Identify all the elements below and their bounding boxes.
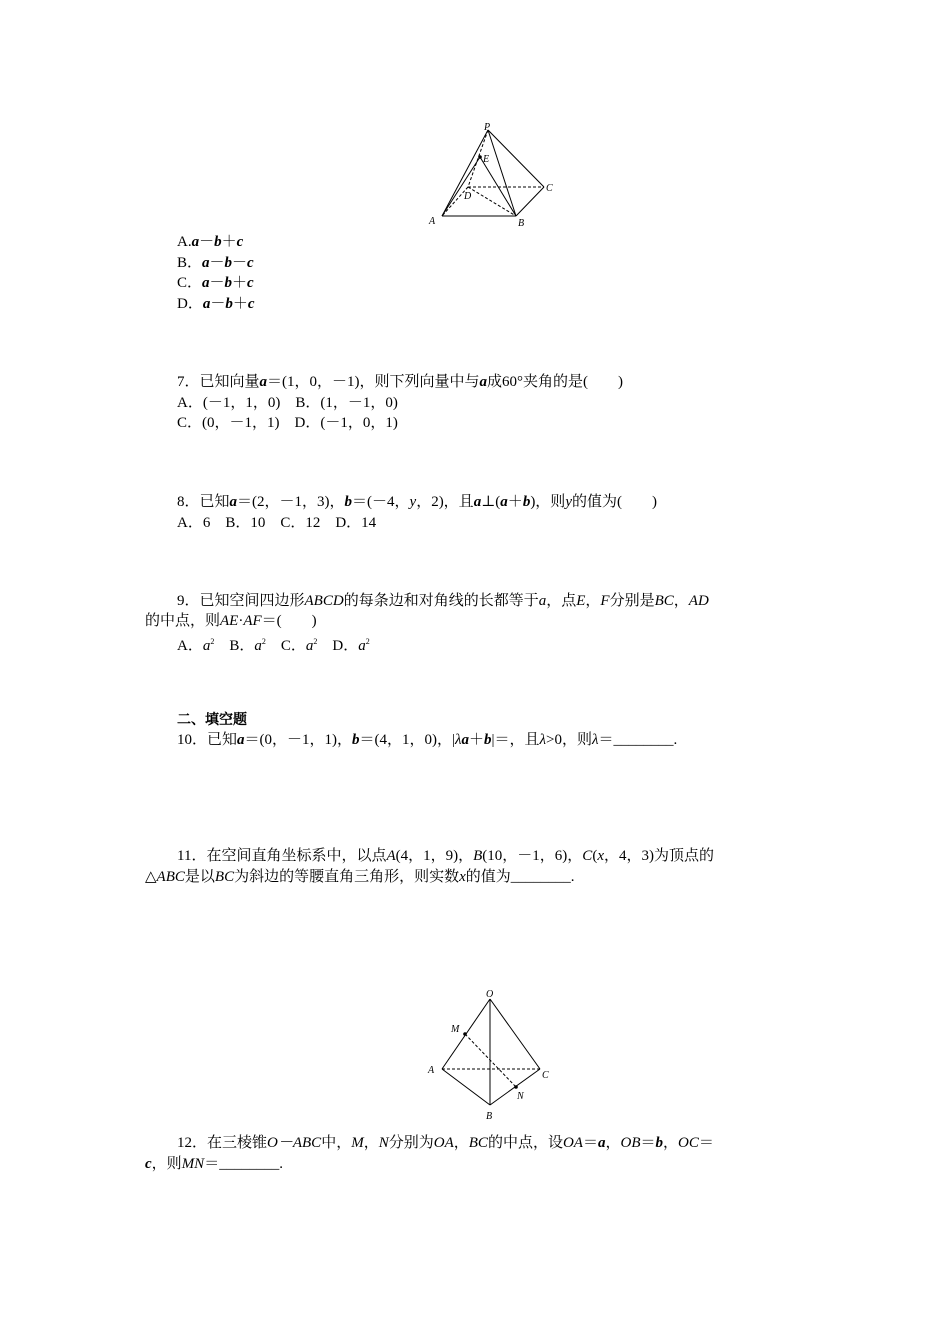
q12-stem-line1: 12．在三棱锥O－ABC中，M，N分别为OA，BC的中点，设OA＝a，OB＝b，OC＝ — [177, 1135, 714, 1151]
q8-stem: 8．已知a＝(2，－1，3)，b＝(－4，y，2)，且a⊥(a＋b)，则y的值为( ) — [177, 494, 657, 510]
q9-stem-line2: 的中点，则AE·AF＝( ) — [145, 613, 317, 629]
pyramid-figure — [420, 120, 570, 232]
label-b2: B — [486, 1111, 493, 1122]
tetrahedron-figure — [420, 985, 570, 1125]
label-e: E — [483, 154, 490, 165]
label-c2: C — [542, 1070, 549, 1081]
q10-stem: 10．已知a＝(0，－1，1)，b＝(4，1，0)，|λa＋b|＝，且λ>0，则λ＝________. — [177, 732, 678, 748]
q7-options-row1: A．(－1，1，0) B．(1，－1，0) — [177, 395, 398, 411]
q12-stem-line2: c，则MN＝________. — [145, 1156, 283, 1172]
label-o: O — [486, 989, 494, 1000]
q9-options: A．$a^2$ B．$a^2$ C．$a^2$ D．$a^2$ — [177, 637, 370, 654]
q11-stem-line1: 11．在空间直角坐标系中，以点A(4，1，9)，B(10，－1，6)，C(x，4，3)为顶点的 — [177, 848, 714, 864]
label-b: B — [518, 218, 525, 229]
label-m: M — [451, 1024, 460, 1035]
label-n: N — [517, 1091, 524, 1102]
label-a2: A — [428, 1065, 435, 1076]
q6-option-b: B．a－b－c — [177, 255, 254, 271]
q11-stem-line2: △ABC是以BC为斜边的等腰直角三角形，则实数x的值为________. — [145, 869, 575, 885]
q8-options: A．6 B．10 C．12 D．14 — [177, 515, 377, 531]
q6-option-a: A.a－b＋c — [177, 234, 244, 250]
label-c: C — [546, 183, 553, 194]
label-p: P — [484, 122, 491, 133]
q6-option-c: C．a－b＋c — [177, 275, 254, 291]
q7-options-row2: C．(0，－1，1) D．(－1，0，1) — [177, 415, 398, 431]
label-d: D — [464, 191, 472, 202]
section-heading-fill-in: 二、填空题 — [177, 712, 247, 728]
q7-stem: 7．已知向量a＝(1，0，－1)，则下列向量中与a成60°夹角的是( ) — [177, 374, 624, 390]
q6-option-d: D．a－b＋c — [177, 296, 255, 312]
q9-stem-line1: 9．已知空间四边形ABCD的每条边和对角线的长都等于a，点E，F分别是BC，AD — [177, 593, 709, 609]
label-a: A — [429, 216, 436, 227]
